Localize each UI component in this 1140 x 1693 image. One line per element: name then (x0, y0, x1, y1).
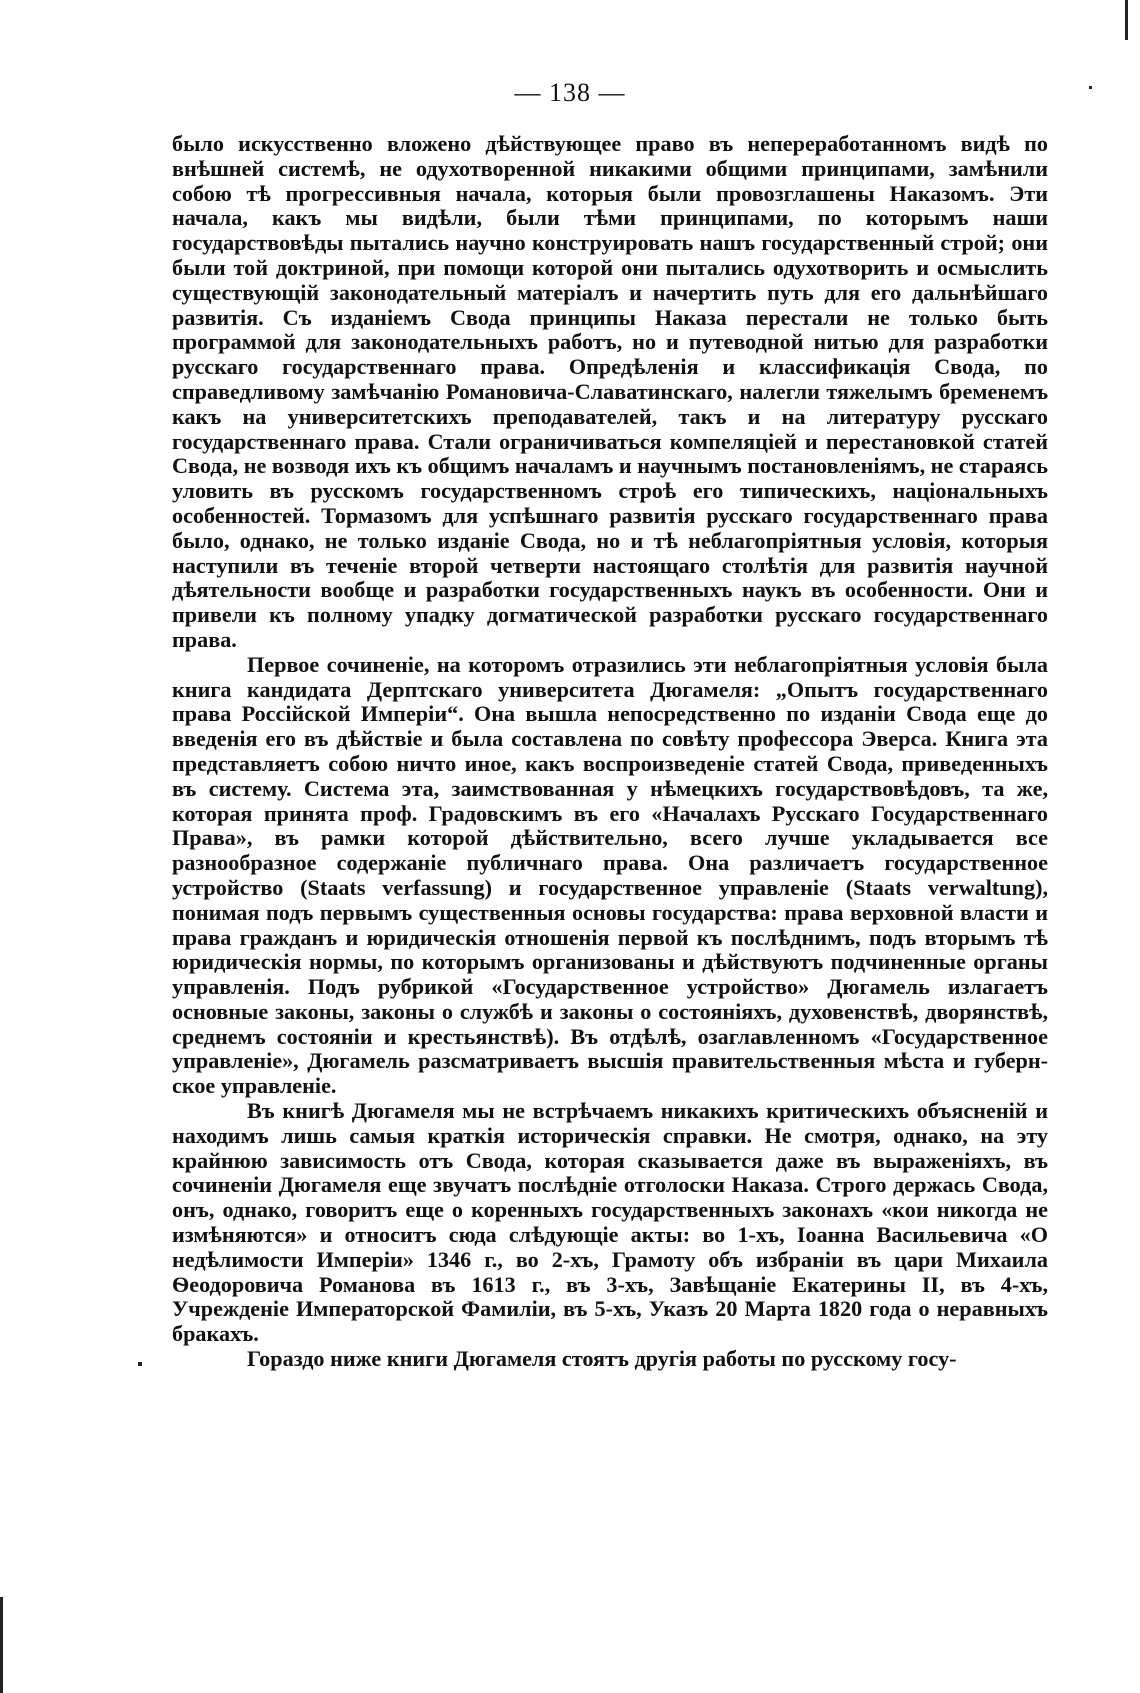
paragraph: Первое сочиненіе, на которомъ отразились эти неблагопріятныя условія была книга кандидата Дерптскаго университета Дюгамеля: „Опытъ государственнаго права Россійской Имперіи“. Она вышла непосредственно по изданіи Свода еще до введенія его въ дѣйствіе и была составлена по совѣту профессора Эверса. Книга эта представляетъ собою ничто иное, какъ воспроизведеніе статей Свода, приведенныхъ въ систему. Система эта, заимствованная у нѣмецкихъ государствовѣдовъ, та же, которая принята проф. Градовскимъ въ его «Началахъ Русскаго Государственнаго Права», въ рамки которой дѣйствительно, всего лучше укладывается все разнообразное содержаніе публичнаго права. Она различаетъ государственное устройство (Staats verfassung) и государственное управленіе (Staats verwaltung), понимая подъ первымъ существенныя основы государства: права верховной власти и права гражданъ и юридическія отношенія первой къ послѣднимъ, подъ вторымъ тѣ юридическія нормы, по которымъ организованы и дѣйствуютъ подчиненные органы управленія. Подъ рубрикой «Государственное устройство» Дюгамель излагаетъ основные законы, законы о службѣ и законы о состояніяхъ, духовенствѣ, дворянствѣ, среднемъ состояніи и крестьянствѣ). Въ отдѣлѣ, озаглавленномъ «Государственное управленіе», Дюгамель разсматриваетъ высшія правительственныя мѣста и губернское управленіе. (172, 651, 1048, 1099)
page-number: — 138 — (514, 78, 626, 107)
scan-edge-mark (0, 1597, 3, 1693)
scan-dot-mark (138, 1362, 142, 1366)
paragraph: Въ книгѣ Дюгамеля мы не встрѣчаемъ никакихъ критическихъ объясненій и находимъ лишь самыя краткія историческія справки. Не смотря, однако, на эту крайнюю зависимость отъ Свода, которая сказывается даже въ выраженіяхъ, въ сочиненіи Дюгамеля еще звучатъ послѣдніе отголоски Наказа. Строго держась Свода, онъ, однако, говоритъ еще о коренныхъ государственныхъ законахъ «кои никогда не измѣняются» и относитъ сюда слѣдующіе акты: во 1-хъ, Іоанна Васильевича «О недѣлимости Имперіи» 1346 г., во 2-хъ, Грамоту объ избраніи въ цари Михаила Ѳеодоровича Романова въ 1613 г., въ 3-хъ, Завѣщаніе Екатерины II, въ 4-хъ, Учрежденіе Императорской Фамиліи, въ 5-хъ, Указъ 20 Марта 1820 года о неравныхъ бракахъ. (172, 1098, 1048, 1347)
scan-edge-mark (1125, 0, 1128, 40)
paragraph: было искусственно вложено дѣйствующее право въ непереработанномъ видѣ по внѣшней системѣ, не одухотворенной никакими общими принципами, замѣнили собою тѣ прогрессивныя начала, которыя были провозглашены Наказомъ. Эти начала, какъ мы видѣли, были тѣми принципами, по которымъ наши государствовѣды пытались научно конструировать нашъ государственный строй; они были той доктриной, при помощи которой они пытались одухотворить и осмыслить существующій законодательный матеріалъ и начертить путь для его дальнѣйшаго развитія. Съ изданіемъ Свода принципы Наказа перестали не только быть программой для законодательныхъ работъ, но и путеводной нитью для разработки русскаго государственнаго права. Опредѣленія и классификація Свода, по справедливому замѣчанію Романовича-Славатинскаго, налегли тяжелымъ бременемъ какъ на университетскихъ преподавателей, такъ и на литературу русскаго государственнаго права. Стали ограничиваться компеляціей и перестановкой статей Свода, не возводя ихъ къ общимъ началамъ и научнымъ постановленіямъ, не стараясь уловить въ русскомъ государственномъ строѣ его типическихъ, національныхъ особенностей. Тормазомъ для успѣшнаго развитія русскаго государственнаго права было, однако, не только изданіе Свода, но и тѣ неблагопріятныя условія, которыя наступили въ теченіе второй четверти настоящаго столѣтія для развитія научной дѣятельности вообще и разработки государственныхъ наукъ въ особенности. Они и привели къ полному упадку догматической разработки русскаго государственнаго права. (172, 131, 1048, 652)
body-text (172, 132, 1048, 1372)
paragraph: Гораздо ниже книги Дюгамеля стоятъ другія работы по русскому госу- (247, 1346, 957, 1372)
